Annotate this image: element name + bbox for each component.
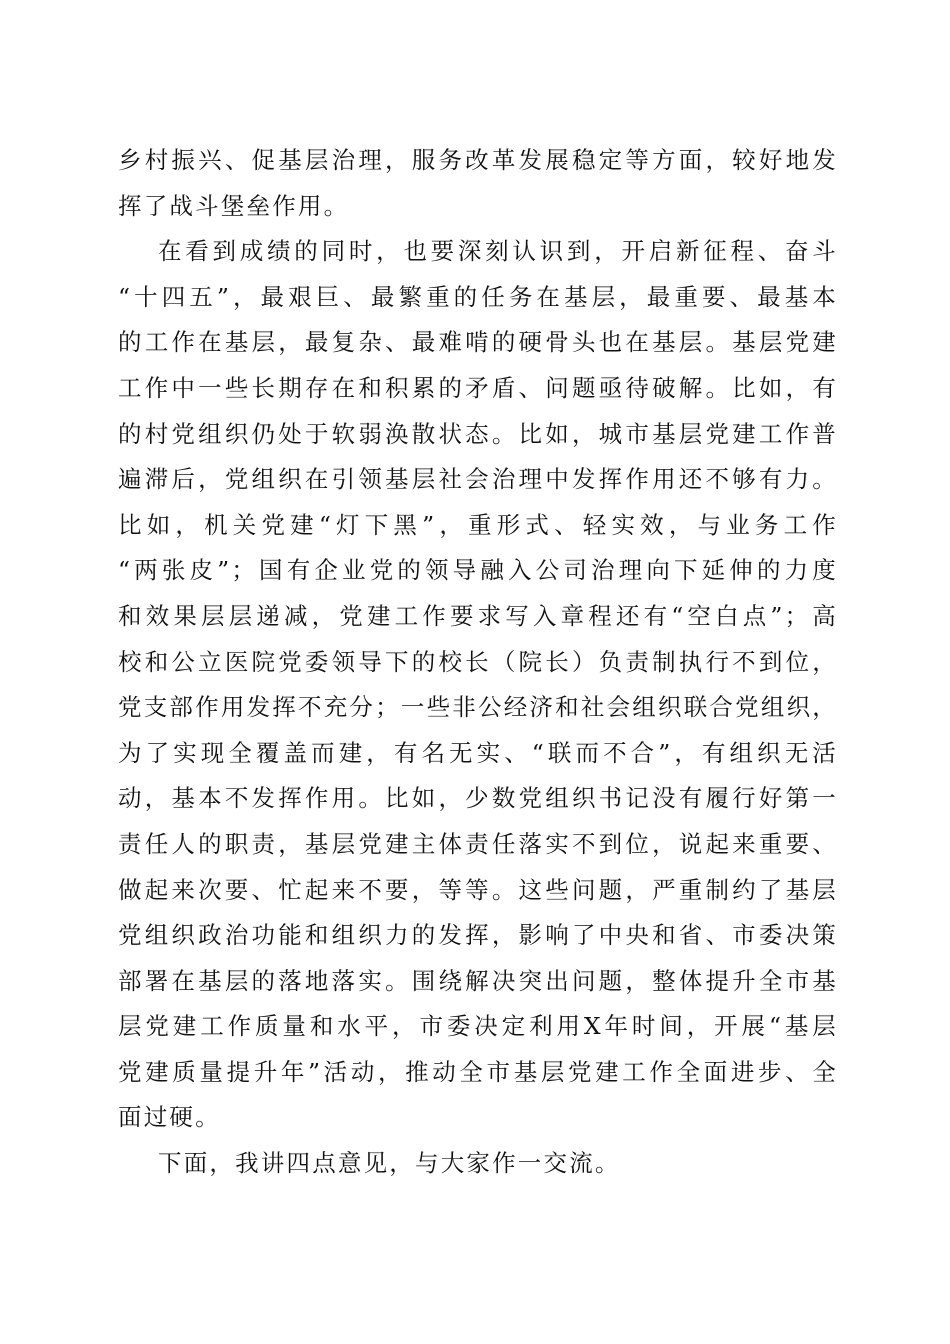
paragraph-1 (118, 138, 838, 229)
text-line: 动，基本不发挥作用。比如，少数党组织书记没有履行好第一 (118, 784, 838, 813)
text-line: 在看到成绩的同时，也要深刻认识到，开启新征程、奋斗 (158, 237, 838, 266)
text-line: 挥了战斗堡垒作用。 (118, 191, 350, 220)
text-line: 党建质量提升年”活动，推动全市基层党建工作全面进步、全 (118, 1057, 838, 1086)
text-line: 责任人的职责，基层党建主体责任落实不到位，说起来重要、 (118, 829, 838, 858)
text-line: “十四五”，最艰巨、最繁重的任务在基层，最重要、最基本 (118, 282, 838, 311)
text-line: 部署在基层的落地落实。围绕解决突出问题，整体提升全市基 (118, 966, 838, 995)
text-line: 党组织政治功能和组织力的发挥，影响了中央和省、市委决策 (118, 921, 838, 950)
text-line: “两张皮”；国有企业党的领导融入公司治理向下延伸的力度 (118, 556, 838, 585)
text-line: 为了实现全覆盖而建，有名无实、“联而不合”，有组织无活 (118, 738, 838, 767)
document-body (118, 138, 838, 1187)
text-line: 乡村振兴、促基层治理，服务改革发展稳定等方面，较好地发 (118, 146, 838, 174)
text-line: 下面，我讲四点意见，与大家作一交流。 (158, 1149, 621, 1178)
text-line: 的村党组织仍处于软弱涣散状态。比如，城市基层党建工作普 (118, 419, 838, 448)
text-line: 做起来次要、忙起来不要，等等。这些问题，严重制约了基层 (118, 875, 838, 904)
text-line: 校和公立医院党委领导下的校长（院长）负责制执行不到位， (118, 647, 838, 676)
paragraph-3 (118, 1141, 838, 1187)
text-line: 遍滞后，党组织在引领基层社会治理中发挥作用还不够有力。 (118, 465, 838, 494)
text-line: 面过硬。 (118, 1103, 221, 1132)
text-line: 的工作在基层，最复杂、最难啃的硬骨头也在基层。基层党建 (118, 328, 838, 357)
text-line: 比如，机关党建“灯下黑”，重形式、轻实效，与业务工作 (118, 510, 838, 539)
paragraph-2 (118, 229, 838, 1141)
text-line: 党支部作用发挥不充分；一些非公经济和社会组织联合党组织， (118, 693, 838, 722)
text-line: 工作中一些长期存在和积累的矛盾、问题亟待破解。比如，有 (118, 373, 838, 402)
text-line: 和效果层层递减，党建工作要求写入章程还有“空白点”；高 (118, 601, 838, 630)
text-line: 层党建工作质量和水平，市委决定利用X年时间，开展“基层 (118, 1012, 838, 1041)
